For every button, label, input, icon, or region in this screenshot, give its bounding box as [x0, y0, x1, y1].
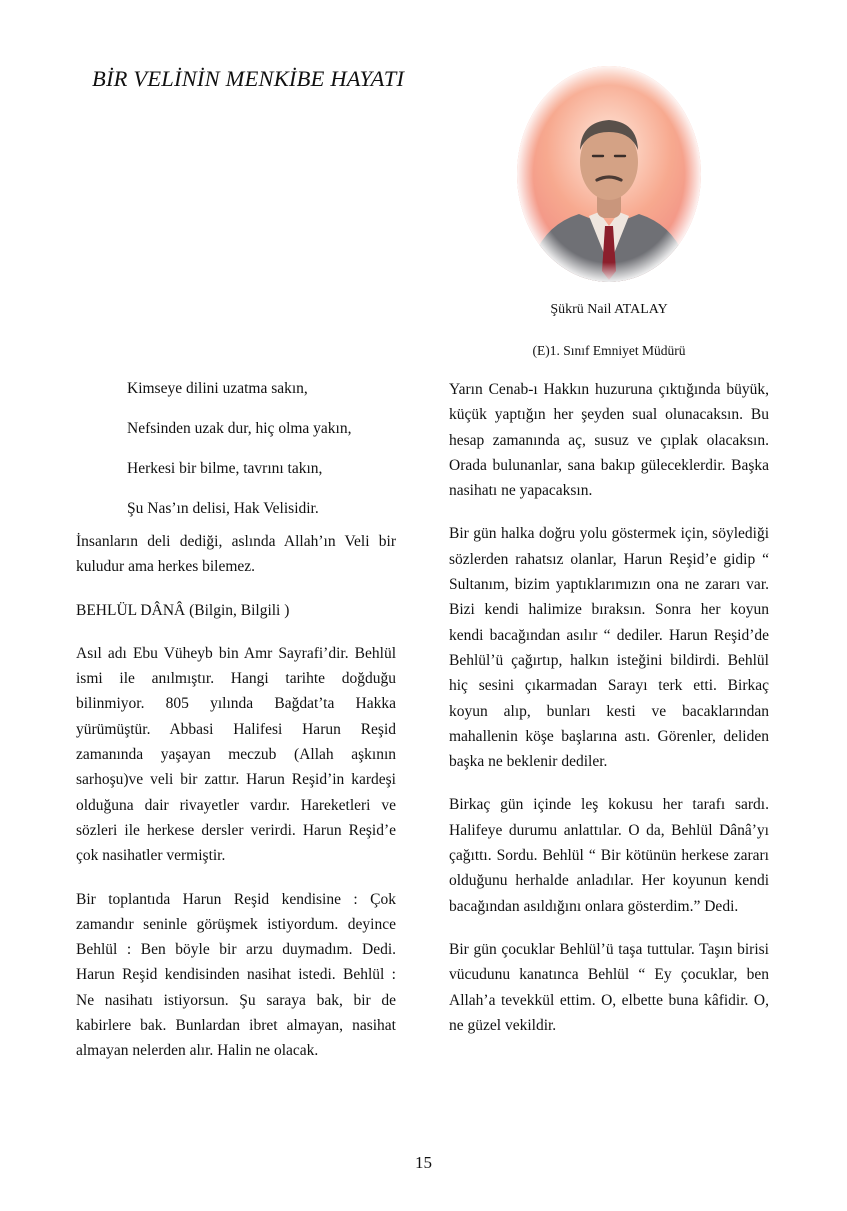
- portrait-position: (E)1. Sınıf Emniyet Müdürü: [532, 343, 686, 358]
- paragraph: Bir gün halka doğru yolu göstermek için, söylediği sözlerden rahatsız olanlar, Harun Reşid’e gidip “ Sultanım, bizim yaptıklarımızın ona ne zararı var. Bizi kendi halimize bıraksın. Sonra her koyun kendi bacağından asılır “ dediler. Harun Reşid’de Behlül’ü çağırtıp, halkın isteğini bildirdi. Behlül hiç sesini çıkarmadan Sarayı terk etti. Birkaç koyun alıp, bunları kesti ve bacaklarından mahallenin köşe başlarına astı. Görenler, deliden başka ne beklenir dediler.: [449, 525, 769, 771]
- right-column: [449, 377, 769, 1056]
- section-heading: BEHLÜL DÂNÂ (Bilgin, Bilgili ): [76, 601, 290, 619]
- left-column: [76, 529, 396, 1082]
- paragraph: Bir gün çocuklar Behlül’ü taşa tuttular. Taşın birisi vücudunu kanatınca Behlül “ Ey çocuklar, ben Allah’a tevekkül ettim. O, elbette buna kâfidir. O, ne güzel vekildir.: [449, 940, 769, 1034]
- poem-line: Kimseye dilini uzatma sakın,: [127, 380, 308, 397]
- portrait-name: Şükrü Nail ATALAY: [550, 302, 668, 317]
- paragraph: Asıl adı Ebu Vüheyb bin Amr Sayrafi’dir. Behlül ismi ile anılmıştır. Hangi tarihte doğduğu bilinmiyor. 805 yılında Bağdat’ta Hakka yürümüştür. Abbasi Halifesi Harun Reşid zamanında yaşayan meczub (Allah aşkının sarhoşu)ve veli bir zattır. Harun Reşid’in kardeşi olduğuna dair rivayetler vardır. Hareketleri ve sözleri ile herkese dersler verirdi. Harun Reşid’e çok nasihatler vermiştir.: [76, 644, 396, 865]
- poem: [127, 376, 352, 536]
- poem-line: Şu Nas’ın delisi, Hak Velisidir.: [127, 500, 319, 517]
- paragraph: Bir toplantıda Harun Reşid kendisine : Çok zamandır seninle görüşmek istiyordum. deyince Behlül : Ben böyle bir arzu duymadım. Dedi. Harun Reşid kendisinden nasihat istedi. Behlül : Ne nasihatı istiyorsun. Şu saraya bak, bir de kabirlere bak. Bunlardan ibret almayan, nasihat almayan nelerden alır. Halin ne olacak.: [76, 890, 396, 1060]
- page-title: BİR VELİNİN MENKİBE HAYATI: [92, 66, 405, 91]
- poem-line: Nefsinden uzak dur, hiç olma yakın,: [127, 420, 352, 437]
- paragraph: İnsanların deli dediği, aslında Allah’ın Veli bir kuludur ama herkes bilemez.: [76, 533, 396, 576]
- portrait-photo: [517, 66, 701, 282]
- paragraph: Yarın Cenab-ı Hakkın huzuruna çıktığında büyük, küçük yaptığın her şeyden sual olunacaksın. Bu hesap zamanında aç, susuz ve çıplak olacaksın. Orada bulunanlar, sana bakıp güleceklerdir. Başka nasihatı ne yapacaksın.: [449, 381, 769, 500]
- page-number: 15: [415, 1153, 432, 1172]
- poem-line: Herkesi bir bilme, tavrını takın,: [127, 460, 323, 477]
- paragraph: Birkaç gün içinde leş kokusu her tarafı sardı. Halifeye durumu anlattılar. O da, Behlül Dânâ’yı çağıttı. Sordu. Behlül “ Bir kötünün herkese zararı olduğunu herhalde anladılar. Her koyunun kendi bacağından asıldığını onlara gösterdim.” Dedi.: [449, 796, 769, 915]
